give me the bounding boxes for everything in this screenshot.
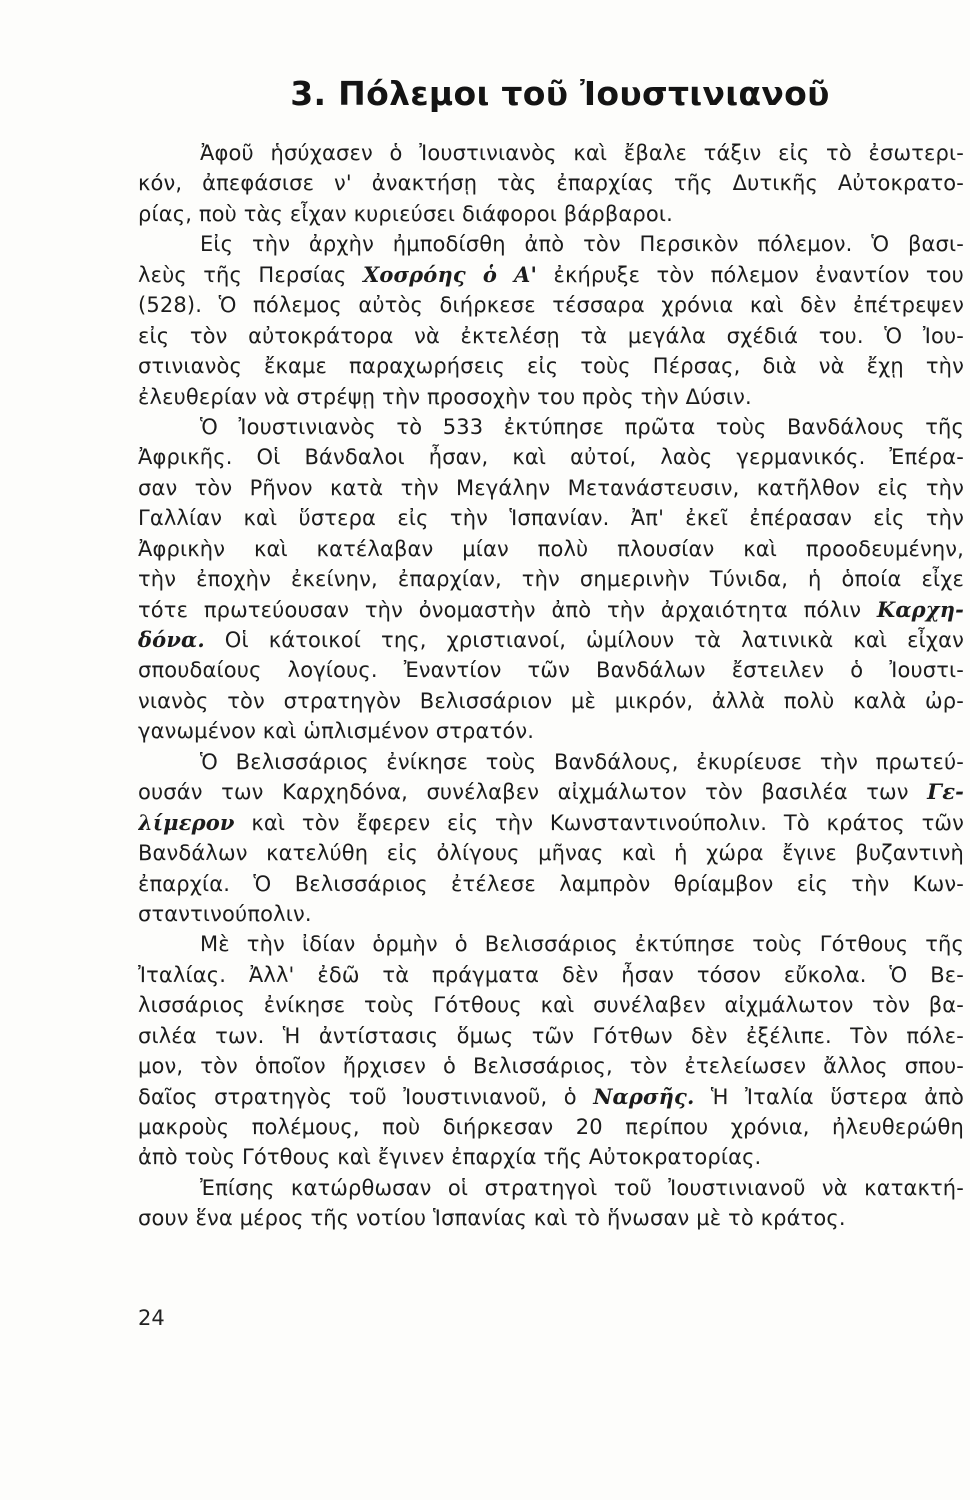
text-line — [138, 625, 964, 655]
text-line: στινιανὸς ἔκαμε παραχωρήσεις εἰς τοὺς Πέρσας, διὰ νὰ ἔχῃ τὴν — [138, 354, 964, 379]
text-line: σταντινούπολιν. — [138, 901, 312, 926]
text-line: Ὁ Βελισσάριος ἐνίκησε τοὺς Βανδάλους, ἐκυρίευσε τὴν πρωτεύ- — [200, 749, 964, 774]
text-run: Ἡ Ἰταλία ὕστερα ἀπὸ — [694, 1084, 964, 1109]
page-number: 24 — [138, 1306, 165, 1330]
text-line: σιλέα των. Ἡ ἀντίστασις ὅμως τῶν Γότθων δὲν ἐξέλιπε. Τὸν πόλε- — [138, 1023, 964, 1048]
emphasized-name: Χοσρόης ὁ Α' — [362, 261, 538, 287]
text-line: μακροὺς πολέμους, ποὺ διήρκεσαν 20 περίπου χρόνια, ἠλευθερώθη — [138, 1115, 964, 1139]
text-line: τὴν ἐποχὴν ἐκείνην, ἐπαρχίαν, τὴν σημερινὴν Τύνιδα, ἡ ὁποία εἶχε — [138, 567, 964, 592]
text-line: Ἀφρικῆς. Οἱ Βάνδαλοι ἦσαν, καὶ αὐτοί, λαὸς γερμανικός. Ἐπέρα- — [138, 445, 964, 470]
text-line — [138, 808, 964, 838]
text-line — [138, 1082, 964, 1112]
text-line: Εἰς τὴν ἀρχὴν ἠμποδίσθη ἀπὸ τὸν Περσικὸν πόλεμον. Ὁ βασι- — [200, 232, 964, 257]
text-line: Βανδάλων κατελύθη εἰς ὀλίγους μῆνας καὶ ἡ χώρα ἔγινε βυζαντινὴ — [138, 841, 964, 866]
text-line: νιανὸς τὸν στρατηγὸν Βελισσάριον μὲ μικρόν, ἀλλὰ πολὺ καλὰ ὠρ- — [138, 688, 964, 713]
emphasized-name: Γε- — [927, 779, 964, 805]
text-line: ἐπαρχία. Ὁ Βελισσάριος ἐτέλεσε λαμπρὸν θρίαμβον εἰς τὴν Κων- — [138, 871, 964, 896]
text-line: κόν, ἀπεφάσισε ν' ἀνακτήσῃ τὰς ἐπαρχίας τῆς Δυτικῆς Αὐτοκρατο- — [138, 171, 964, 196]
text-line — [138, 777, 964, 807]
text-line: μον, τὸν ὁποῖον ἤρχισεν ὁ Βελισσάριος, τὸν ἐτελείωσεν ἄλλος σπου- — [138, 1054, 964, 1079]
text-line: Ὁ Ἰουστινιανὸς τὸ 533 ἐκτύπησε πρῶτα τοὺς Βανδάλους τῆς — [200, 414, 964, 439]
emphasized-name: λίμερον — [138, 809, 235, 835]
text-line: λισσάριος ἐνίκησε τοὺς Γότθους καὶ συνέλαβεν αἰχμάλωτον τὸν βα- — [138, 993, 964, 1018]
text-run: τότε πρωτεύουσαν τὴν ὀνομαστὴν ἀπὸ τὴν ἀρχαιότητα πόλιν — [138, 597, 877, 622]
text-line: (528). Ὁ πόλεμος αὐτὸς διήρκεσε τέσσαρα χρόνια καὶ δὲν ἐπέτρεψεν — [138, 293, 964, 318]
text-line: Γαλλίαν καὶ ὕστερα εἰς τὴν Ἱσπανίαν. Ἀπ' ἐκεῖ ἐπέρασαν εἰς τὴν — [138, 506, 964, 531]
text-line: σπουδαίους λογίους. Ἐναντίον τῶν Βανδάλων ἔστειλεν ὁ Ἰουστι- — [138, 658, 964, 683]
emphasized-name: Ναρσῆς. — [593, 1083, 695, 1109]
text-line: εἰς τὸν αὐτοκράτορα νὰ ἐκτελέσῃ τὰ μεγάλα σχέδιά του. Ὁ Ἰου- — [138, 323, 964, 348]
text-run: καὶ τὸν ἔφερεν εἰς τὴν Κωνσταντινούπολιν. Τὸ κράτος τῶν — [234, 810, 964, 835]
text-line — [138, 595, 964, 625]
text-line: Μὲ τὴν ἰδίαν ὁρμὴν ὁ Βελισσάριος ἐκτύπησε τοὺς Γότθους τῆς — [200, 932, 964, 957]
text-line — [138, 260, 964, 290]
text-line: Ἐπίσης κατώρθωσαν οἱ στρατηγοὶ τοῦ Ἰουστινιανοῦ νὰ κατακτή- — [200, 1175, 964, 1200]
text-line: Ἰταλίας. Ἀλλ' ἐδῶ τὰ πράγματα δὲν ἦσαν τόσον εὔκολα. Ὁ Βε- — [138, 962, 964, 987]
emphasized-name: δόνα. — [138, 627, 205, 652]
text-line: σαν τὸν Ρῆνον κατὰ τὴν Μεγάλην Μετανάστευσιν, κατῆλθον εἰς τὴν — [138, 475, 964, 500]
text-line: Ἀφρικὴν καὶ κατέλαβαν μίαν πολὺ πλουσίαν καὶ προοδευμένην, — [138, 536, 964, 561]
text-run: δαῖος στρατηγὸς τοῦ Ἰουστινιανοῦ, ὁ — [138, 1084, 594, 1109]
text-line: ρίας, ποὺ τὰς εἶχαν κυριεύσει διάφοροι βάρβαροι. — [138, 201, 673, 226]
text-line: γανωμένον καὶ ὡπλισμένον στρατόν. — [138, 719, 535, 744]
emphasized-name: Καρχη- — [876, 596, 964, 622]
text-line: ἐλευθερίαν νὰ στρέψῃ τὴν προσοχὴν του πρὸς τὴν Δύσιν. — [138, 384, 752, 409]
text-run: ουσάν των Καρχηδόνα, συνέλαβεν αἰχμάλωτον τὸν βασιλέα των — [138, 780, 928, 805]
text-run: Οἱ κάτοικοί της, χριστιανοί, ὡμίλουν τὰ λατινικὰ καὶ εἶχαν — [204, 628, 964, 652]
text-line: ἀπὸ τοὺς Γότθους καὶ ἔγινεν ἐπαρχία τῆς Αὐτοκρατορίας. — [138, 1145, 762, 1170]
section-title: 3. Πόλεμοι τοῦ Ἰουστινιανοῦ — [290, 74, 830, 113]
text-line: Ἀφοῦ ἡσύχασεν ὁ Ἰουστινιανὸς καὶ ἔβαλε τάξιν εἰς τὸ ἐσωτερι- — [200, 141, 964, 165]
text-run: ἐκήρυξε τὸν πόλεμον ἐναντίον του — [537, 262, 964, 287]
text-run: λεὺς τῆς Περσίας — [138, 262, 363, 287]
text-line: σουν ἕνα μέρος τῆς νοτίου Ἱσπανίας καὶ τὸ ἥνωσαν μὲ τὸ κράτος. — [138, 1206, 846, 1231]
body-text — [138, 138, 964, 1234]
